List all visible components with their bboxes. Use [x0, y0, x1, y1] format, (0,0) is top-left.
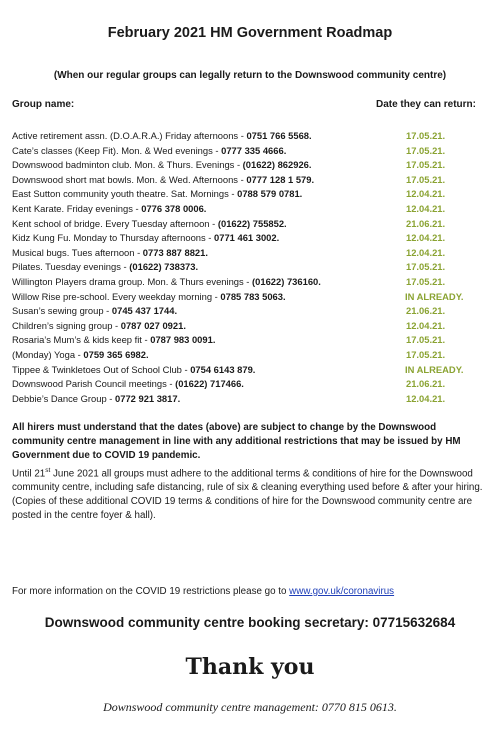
group-row: [12, 144, 488, 159]
thank-you-heading: Thank you: [185, 654, 315, 680]
return-date: 12.04.21.: [406, 319, 446, 331]
group-phone: 0773 887 8821.: [142, 246, 208, 258]
group-description: [12, 144, 286, 159]
group-description: [12, 260, 198, 275]
group-phone: 0771 461 3002.: [214, 232, 280, 244]
group-phone: 0754 6143 879.: [190, 363, 256, 375]
group-row: [12, 202, 488, 217]
group-text: Debbie’s Dance Group -: [12, 392, 116, 404]
group-phone: 0788 579 0781.: [237, 188, 303, 200]
more-info-text: For more information on the COVID 19 restrictions please go to: [12, 586, 290, 597]
group-description: [12, 275, 321, 290]
group-text: Cate’s classes (Keep Fit). Mon. & Wed evenings -: [12, 144, 222, 156]
return-date: 17.05.21.: [406, 173, 446, 185]
group-row: [12, 260, 488, 275]
group-row: [12, 187, 488, 202]
group-description: [12, 348, 149, 363]
group-row: [12, 158, 488, 173]
group-text: Rosaria’s Mum’s & kids keep fit -: [12, 334, 151, 346]
group-row: [12, 363, 488, 378]
group-phone: (01622) 862926.: [242, 159, 312, 171]
group-phone: 0777 335 4666.: [221, 144, 287, 156]
group-phone: 0776 378 0006.: [141, 202, 207, 214]
group-text: Downswood short mat bowls. Mon. & Wed. Afternoons -: [12, 173, 247, 185]
group-row: [12, 275, 488, 290]
group-text: Musical bugs. Tues afternoon -: [12, 246, 143, 258]
notice-terms-pre: Until 21: [12, 467, 46, 479]
group-phone: 0751 766 5568.: [246, 130, 312, 141]
group-phone: 0785 783 5063.: [220, 290, 286, 302]
group-row: [12, 173, 488, 188]
group-phone: (01622) 717466.: [175, 378, 244, 390]
group-phone: 0772 921 3817.: [115, 392, 181, 404]
group-text: Kent school of bridge. Every Tuesday afternoon -: [12, 217, 218, 229]
group-row: [12, 231, 488, 246]
group-description: [12, 173, 314, 188]
notice-terms-post: June 2021 all groups must adhere to the additional terms & conditions of hire for the Downswood community centre, including safe distancing, rule of six & cleaning everything used before & after your hiring.: [12, 467, 483, 494]
management-contact: Downswood community centre management: 0770 815 0613.: [103, 700, 397, 714]
group-row: [12, 319, 488, 334]
group-text: Children’s signing group -: [12, 319, 121, 331]
group-description: [12, 158, 311, 173]
return-date: 21.06.21.: [406, 378, 446, 390]
group-text: Downswood Parish Council meetings -: [12, 378, 176, 390]
group-text: Active retirement assn. (D.O.A.R.A.) Friday afternoons -: [12, 130, 247, 141]
group-phone: 0777 128 1 579.: [246, 173, 315, 185]
group-phone: (01622) 738373.: [129, 261, 199, 273]
return-date: IN ALREADY.: [405, 363, 464, 375]
group-description: [12, 319, 186, 334]
group-text: (Monday) Yoga -: [12, 348, 84, 360]
group-description: [12, 217, 287, 232]
booking-secretary: Downswood community centre booking secretary: 07715632684: [44, 615, 456, 630]
return-date: 17.05.21.: [406, 130, 446, 141]
notice-warning: All hirers must understand that the dates (above) are subject to change by the Downswood community centre management in line with any additional restrictions that may be issued by HM Government due to COVID 19 pandemic.: [12, 422, 461, 462]
page-subtitle: (When our regular groups can legally return to the Downswood community centre): [53, 70, 447, 81]
return-date: 17.05.21.: [406, 144, 446, 156]
return-date: 21.06.21.: [406, 217, 446, 229]
group-description: [12, 333, 215, 348]
group-phone: (01622) 755852.: [217, 217, 287, 229]
notice-copies: (Copies of these additional COVID 19 terms & conditions of hire for the Downswood community centre are posted in the centre foyer & hall).: [12, 496, 473, 522]
group-row: [12, 392, 488, 407]
group-row: [12, 348, 488, 363]
return-date: 12.04.21.: [406, 392, 446, 404]
return-date: 21.06.21.: [406, 305, 446, 317]
group-phone: (01622) 736160.: [252, 275, 321, 287]
group-text: Kidz Kung Fu. Monday to Thursday afternoons -: [12, 232, 215, 244]
group-description: [12, 290, 286, 305]
group-description: [12, 231, 279, 246]
return-date: IN ALREADY.: [405, 290, 464, 302]
group-row: [12, 217, 488, 232]
group-text: Willow Rise pre-school. Every weekday morning -: [12, 290, 221, 302]
group-description: [12, 377, 244, 392]
group-description: [12, 246, 208, 261]
group-description: [12, 187, 302, 202]
page-title: February 2021 HM Government Roadmap: [107, 25, 393, 41]
return-date: 12.04.21.: [406, 188, 446, 200]
group-description: [12, 202, 206, 217]
group-phone: 0759 365 6982.: [83, 348, 149, 360]
group-row: [12, 377, 488, 392]
group-description: [12, 129, 312, 144]
group-list: [12, 129, 488, 406]
return-date: 17.05.21.: [406, 348, 446, 360]
group-text: Willington Players drama group. Mon. & Thurs evenings -: [12, 275, 253, 287]
group-row: [12, 246, 488, 261]
return-date-header: Date they can return:: [375, 99, 476, 110]
return-date: 17.05.21.: [406, 334, 446, 346]
return-date: 12.04.21.: [406, 246, 446, 258]
more-info: [12, 586, 394, 597]
notice-terms: [12, 464, 490, 496]
group-text: Pilates. Tuesday evenings -: [12, 261, 130, 273]
group-phone: 0787 027 0921.: [120, 319, 186, 331]
group-row: [12, 290, 488, 305]
group-text: Kent Karate. Friday evenings -: [12, 202, 142, 214]
group-text: Downswood badminton club. Mon. & Thurs. Evenings -: [12, 159, 243, 171]
group-row: [12, 129, 488, 144]
group-description: [12, 363, 255, 378]
group-row: [12, 304, 488, 319]
notice-block: [12, 421, 490, 524]
return-date: 12.04.21.: [406, 232, 446, 244]
group-phone: 0745 437 1744.: [111, 305, 178, 317]
group-text: Susan’s sewing group -: [12, 305, 112, 317]
group-text: East Sutton community youth theatre. Sat. Mornings -: [12, 188, 238, 200]
group-phone: 0787 983 0091.: [150, 334, 216, 346]
group-description: [12, 304, 177, 319]
return-date: 12.04.21.: [406, 202, 446, 214]
group-description: [12, 392, 180, 407]
return-date: 17.05.21.: [406, 159, 446, 171]
return-date: 17.05.21.: [406, 275, 446, 287]
return-date: 17.05.21.: [406, 261, 446, 273]
group-text: Tippee & Twinkletoes Out of School Club -: [12, 363, 191, 375]
coronavirus-link[interactable]: www.gov.uk/coronavirus: [289, 586, 395, 597]
group-row: [12, 333, 488, 348]
group-name-header: Group name:: [12, 99, 75, 110]
notice-terms-sup: st: [45, 466, 51, 474]
